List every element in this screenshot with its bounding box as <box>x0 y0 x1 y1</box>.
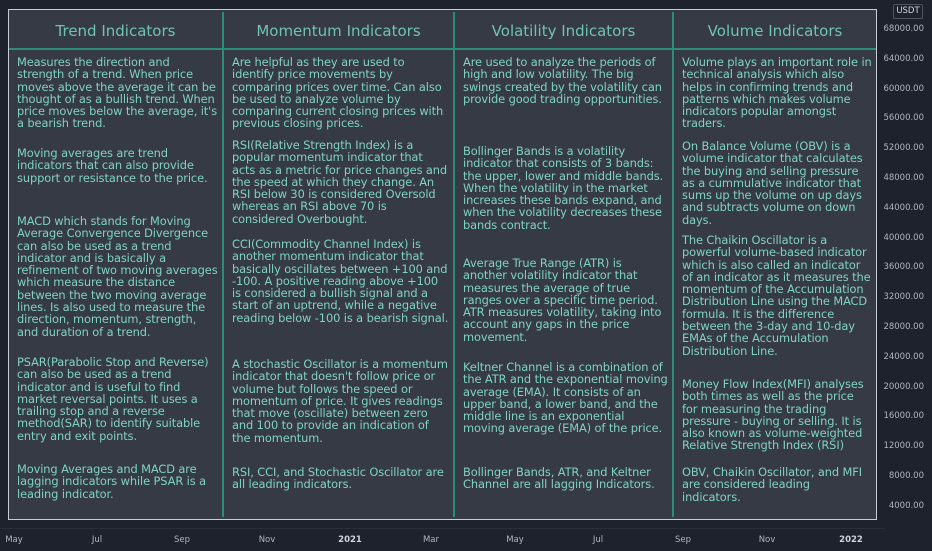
time-tick-label: Jul <box>91 535 103 545</box>
column-title: Trend Indicators <box>9 10 222 50</box>
column-trend <box>9 10 222 519</box>
price-tick-label: 12000.00 <box>883 441 924 452</box>
paragraph: Bollinger Bands is a volatility indicator that consists of 3 bands: the upper, lower and middle bands. When the volatility in the market increases these bands expand, and when the volatility decreases these bands contract. <box>463 144 664 232</box>
column-volume <box>674 10 876 519</box>
paragraph: OBV, Chaikin Oscillator, and MFI are considered leading indicators. <box>682 465 862 504</box>
column-volatility <box>455 10 672 519</box>
price-tick-label: 4000.00 <box>888 500 924 511</box>
column-title: Volatility Indicators <box>455 10 672 50</box>
time-axis[interactable] <box>0 528 885 551</box>
column-title: Volume Indicators <box>674 10 876 50</box>
price-tick-label: 52000.00 <box>883 143 924 154</box>
column-momentum <box>224 10 453 519</box>
time-tick-label: Nov <box>758 535 776 545</box>
paragraph: Are helpful as they are used to identify price movements by comparing prices over time. Can also be used to analyze volume by comparing current closing prices with previous closing prices. <box>232 55 444 131</box>
price-tick-label: 28000.00 <box>883 322 924 332</box>
time-tick-label: Sep <box>674 535 692 545</box>
price-tick-label: 48000.00 <box>883 173 924 183</box>
price-tick-label: 20000.00 <box>883 381 924 392</box>
paragraph: CCI(Commodity Channel Index) is another momentum indicator that basically oscillates between +100 and -100. A positive reading above +100 is considered a bullish signal and a start of an uptrend, while a negative reading below -100 is a bearish signal. <box>232 237 449 325</box>
time-tick-label: May <box>5 535 23 545</box>
time-tick-label: Nov <box>258 535 276 545</box>
paragraph: The Chaikin Oscillator is a powerful volume-based indicator which is also called an indicator of an indicator as it measures the momentum of the Accumulation Distribution Line using the MACD formula. It is the difference between the 3-day and 10-day EMAs of the Accumulation Distribution Line. <box>682 233 871 358</box>
time-tick-label: Sep <box>173 535 191 545</box>
paragraph: Average True Range (ATR) is another volatility indicator that measures the average of true ranges over a specific time period. ATR measures volatility, taking into account any gaps in the price movement. <box>463 256 662 344</box>
time-tick-label: 2022 <box>839 535 863 545</box>
paragraph: Keltner Channel is a combination of the ATR and the exponential moving average (EMA). It consists of an upper band, a lower band, and the middle line is an exponential moving average (EMA) of the price. <box>463 360 668 436</box>
time-tick-label: Jul <box>592 535 604 545</box>
paragraph: PSAR(Parabolic Stop and Reverse) can also be used as a trend indicator and is useful to find market reversal points. It uses a trailing stop and a reverse method(SAR) to identify suitable entry and exit points. <box>17 355 209 443</box>
price-tick-label: 64000.00 <box>883 53 924 64</box>
time-tick-label: 2021 <box>338 535 362 545</box>
price-axis[interactable] <box>885 0 932 528</box>
price-tick-label: 16000.00 <box>883 411 924 422</box>
paragraph: RSI(Relative Strength Index) is a popular momentum indicator that acts as a metric for price changes and the speed at which they change. An RSI below 30 is considered Oversold whereas an RSI above 70 is considered Overbought. <box>232 138 448 226</box>
column-title: Momentum Indicators <box>224 10 453 50</box>
price-tick-label: 60000.00 <box>883 83 924 94</box>
indicators-table <box>8 9 877 520</box>
price-tick-label: 68000.00 <box>883 24 924 34</box>
price-tick-label: 56000.00 <box>883 113 924 124</box>
paragraph: Money Flow Index(MFI) analyses both times as well as the price for measuring the trading pressure - buying or selling. It is also known as volume-weighted Relative Strength Index (RSI) <box>682 377 864 453</box>
paragraph: Bollinger Bands, ATR, and Keltner Channel are all lagging Indicators. <box>463 465 655 492</box>
price-tick-label: 32000.00 <box>883 292 924 303</box>
time-tick-label: May <box>506 535 524 545</box>
currency-label[interactable]: USDT <box>893 4 923 19</box>
paragraph: Moving averages are trend indicators that can also provide support or resistance to the price. <box>17 146 208 185</box>
paragraph: A stochastic Oscillator is a momentum indicator that doesn't follow price or volume but follows the speed or momentum of price. It gives readings that move (oscillate) between zero and 100 to provide an indication of the momentum. <box>232 357 448 445</box>
paragraph: RSI, CCI, and Stochastic Oscillator are all leading indicators. <box>232 465 444 492</box>
price-tick-label: 40000.00 <box>883 232 924 243</box>
paragraph: On Balance Volume (OBV) is a volume indicator that calculates the buying and selling pressure as a cummulative indicator that sums up the volume on up days and subtracts volume on down days. <box>682 139 863 227</box>
paragraph: Are used to analyze the periods of high and low volatility. The big swings created by the volatility can provide good trading opportunities. <box>463 55 662 106</box>
paragraph: MACD which stands for Moving Average Convergence Divergence can also be used as a trend indicator and is basically a refinement of two moving averages which measure the distance between the two moving average lines. Is also used to measure the direction, momentum, strength, and duration of a trend. <box>17 214 218 339</box>
paragraph: Measures the direction and strength of a trend. When price moves above the average it can be thought of as a bullish trend. When price moves below the average, it's a bearish trend. <box>17 55 218 131</box>
time-tick-label: Mar <box>422 535 440 545</box>
paragraph: Moving Averages and MACD are lagging indicators while PSAR is a leading indicator. <box>17 462 206 501</box>
price-tick-label: 24000.00 <box>883 351 924 362</box>
paragraph: Volume plays an important role in technical analysis which also helps in confirming trends and patterns which makes volume indicators popular amongst traders. <box>682 55 872 131</box>
price-tick-label: 36000.00 <box>883 262 924 273</box>
price-tick-label: 8000.00 <box>888 471 924 481</box>
price-tick-label: 44000.00 <box>883 202 924 213</box>
